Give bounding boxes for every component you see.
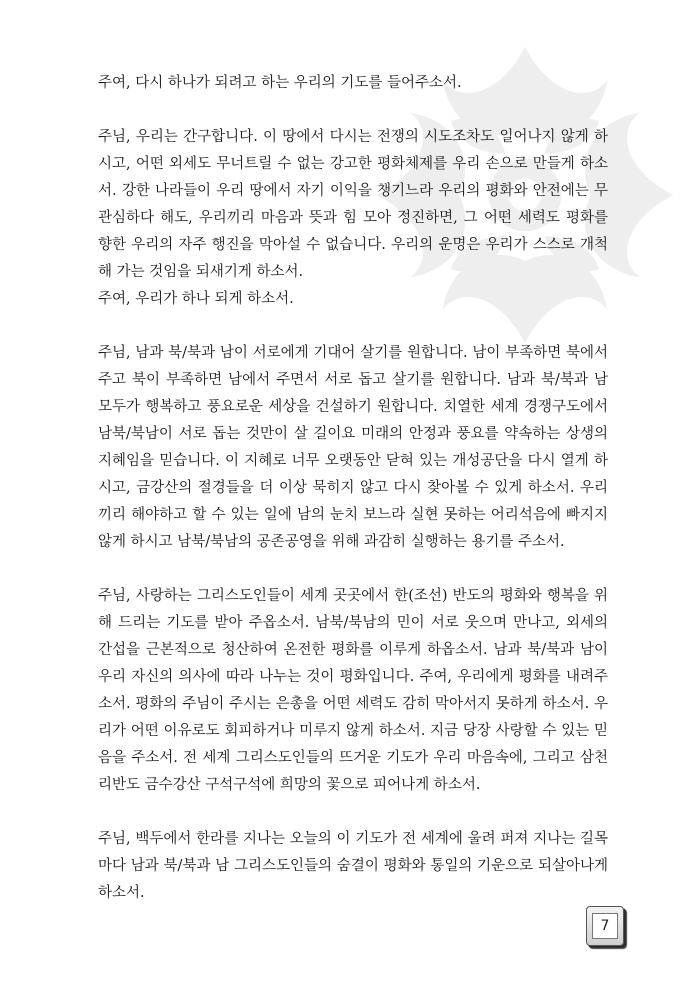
paragraph-group [98, 124, 608, 313]
paragraph-3: 주여, 우리가 하나 되게 하소서. [98, 291, 294, 307]
page-number: 7 [592, 913, 618, 939]
paragraph-6: 주님, 백두에서 한라를 지나는 오늘의 이 기도가 전 세계에 울려 퍼져 지나는 길목마다 남과 북/북과 남 그리스도인들의 숨결이 평화와 통일의 기운으로 되살아나게 하소서. [98, 831, 608, 901]
paragraph-1: 주여, 다시 하나가 되려고 하는 우리의 기도를 들어주소서. [98, 75, 462, 91]
paragraph-2: 주님, 우리는 간구합니다. 이 땅에서 다시는 전쟁의 시도조차도 일어나지 않게 하시고, 어떤 외세도 무너트릴 수 없는 강고한 평화체제를 우리 손으로 만들게 하소서. 강한 나라들이 우리 땅에서 자기 이익을 챙기느라 우리의 평화와 안전에는 무관심하다 해도, 우리끼리 마음과 뜻과 힘 모아 정진하면, 그 어떤 세력도 평화를 향한 우리의 자주 행진을 막아설 수 없습니다. 우리의 운명은 우리가 스스로 개척해 가는 것임을 되새기게 하소서. [98, 129, 608, 280]
paragraph-5: 주님, 사랑하는 그리스도인들이 세계 곳곳에서 한(조선) 반도의 평화와 행복을 위해 드리는 기도를 받아 주옵소서. 남북/북남의 민이 서로 웃으며 만나고, 외세의 간섭을 근본적으로 청산하여 온전한 평화를 이루게 하옵소서. 남과 북/북과 남이 우리 자신의 의사에 따라 나누는 것이 평화입니다. 주여, 우리에게 평화를 내려주소서. 평화의 주님이 주시는 은총을 어떤 세력도 감히 막아서지 못하게 하소서. 우리가 어떤 이유로도 회피하거나 미루지 않게 하소서. 지금 당장 사랑할 수 있는 믿음을 주소서. 전 세계 그리스도인들의 뜨거운 기도가 우리 마음속에, 그리고 삼천리반도 금수강산 구석구석에 희망의 꽃으로 피어나게 하소서. [98, 588, 608, 793]
prayer-text [98, 70, 608, 934]
page-number-badge [586, 906, 624, 946]
paragraph-4: 주님, 남과 북/북과 남이 서로에게 기대어 살기를 원합니다. 남이 부족하면 북에서 주고 북이 부족하면 남에서 주면서 서로 돕고 살기를 원합니다. 남과 북/북과 남 모두가 행복하고 풍요로운 세상을 건설하기 원합니다. 치열한 세계 경쟁구도에서 남북/북남이 서로 돕는 것만이 살 길이요 미래의 안정과 풍요를 약속하는 상생의 지혜임을 믿습니다. 이 지혜로 너무 오랫동안 닫혀 있는 개성공단을 다시 열게 하시고, 금강산의 절경들을 더 이상 묵히지 않고 다시 찾아볼 수 있게 하소서. 우리 끼리 해야하고 할 수 있는 일에 남의 눈치 보느라 실현 못하는 어리석음에 빠지지 않게 하시고 남북/북남의 공존공영을 위해 과감히 실행하는 용기를 주소서. [98, 345, 608, 550]
